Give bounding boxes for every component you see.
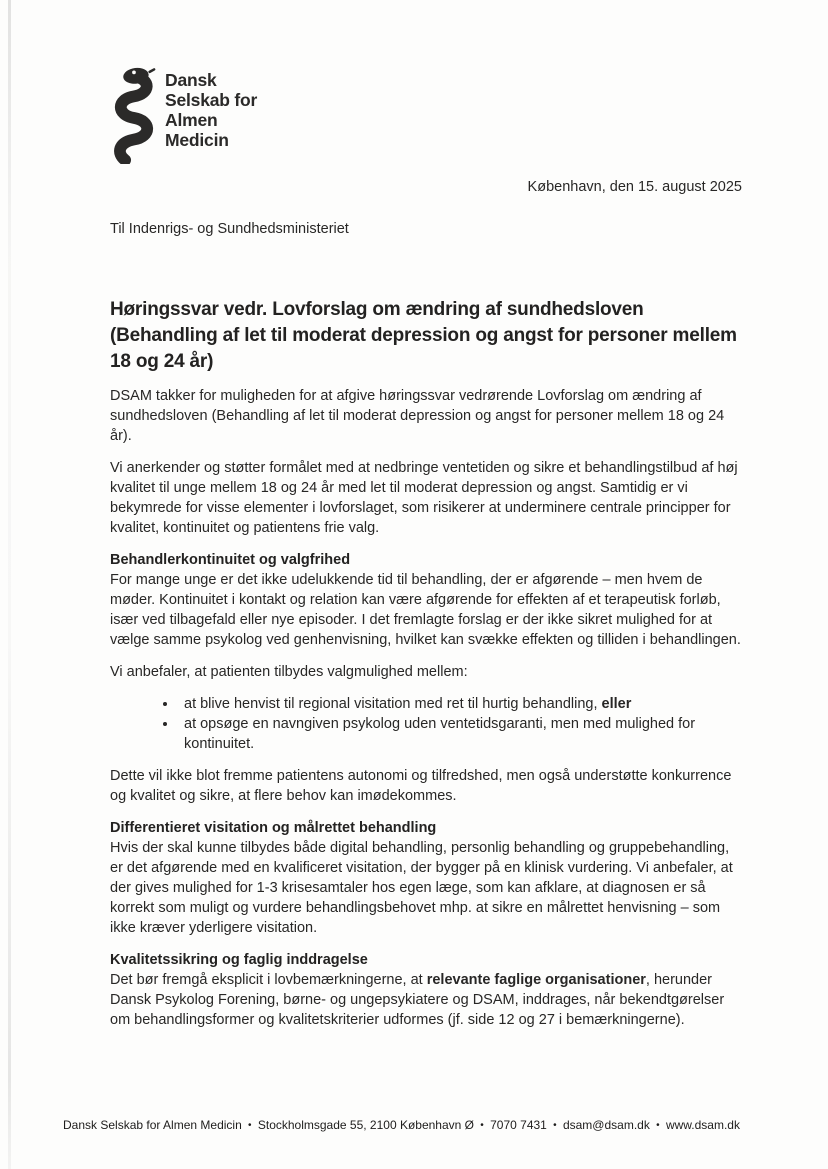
dsam-snake-logo-icon [110, 66, 156, 164]
section-body-behandlerkontinuitet: For mange unge er det ikke udelukkende tid til behandling, der er afgørende – men hvem de møder. Kontinuitet i kontakt og relation kan være afgørende for effekten af et terapeutisk forløb, især ved tilbagefald eller nye episoder. I det fremlagte forslag er der ikke sikret mulighed for at vælge samme psykolog ved genhenvisning, hvilket kan svække effekten og tilliden i behandlingen. [110, 572, 741, 648]
bullet-item [178, 714, 742, 754]
bullet-item [178, 694, 742, 714]
section-heading-kvalitetssikring: Kvalitetssikring og faglig inddragelse [110, 952, 368, 968]
body-text: Det bør fremgå eksplicit i lovbemærkningerne, at [110, 972, 427, 988]
date-line: København, den 15. august 2025 [527, 179, 742, 195]
letter-content [110, 0, 742, 1042]
intro-paragraph-1: DSAM takker for muligheden for at afgive høringssvar vedrørende Lovforslag om ændring af sundhedsloven (Behandling af let til moderat depression og angst for personer mellem 18 og 24 år). [110, 388, 725, 444]
footer-phone: 7070 7431 [490, 1118, 547, 1132]
recommendation-bullet-list [110, 694, 742, 754]
org-name-line: Dansk [165, 70, 217, 90]
bullet-text: at blive henvist til regional visitation med ret til hurtig behandling, [184, 696, 602, 712]
scan-edge-artifact [8, 0, 11, 1169]
footer-website: www.dsam.dk [665, 1118, 740, 1132]
footer-separator-dot: • [248, 1120, 252, 1131]
recommendation-intro: Vi anbefaler, at patienten tilbydes valgmulighed mellem: [110, 664, 468, 680]
body-text: , herunder Dansk Psykolog Forening, børne- og ungepsykiatere og DSAM, inddrages, når bekendtgørelser om behandlingsformer og kvalitetskriterier udformes (jf. side 12 og 27 i bemærkningerne). [110, 972, 725, 1028]
letter-title: Høringssvar vedr. Lovforslag om ændring af sundhedsloven (Behandling af let til moderat depression og angst for personer mellem 18 og 24 år) [110, 299, 737, 372]
addressee-line: Til Indenrigs- og Sundhedsministeriet [110, 221, 349, 237]
footer-separator-dot: • [553, 1120, 557, 1131]
intro-paragraph-2: Vi anerkender og støtter formålet med at nedbringe ventetiden og sikre et behandlingstilbud af høj kvalitet til unge mellem 18 og 24 år med let til moderat depression og angst. Samtidig er vi bekymrede for visse elementer i lovforslaget, som risikerer at underminere centrale principper for kvalitet, kontinuitet og patientens frie valg. [110, 460, 738, 536]
section-heading-behandlerkontinuitet: Behandlerkontinuitet og valgfrihed [110, 552, 351, 568]
section-heading-differentieret-visitation: Differentieret visitation og målrettet behandling [110, 820, 437, 836]
org-name-line: Selskab for [165, 90, 258, 110]
section-closing-paragraph: Dette vil ikke blot fremme patientens autonomi og tilfredshed, men også understøtte konkurrence og kvalitet og sikre, at flere behov kan imødekommes. [110, 768, 732, 804]
org-name [165, 66, 257, 150]
footer-address: Stockholmsgade 55, 2100 København Ø [257, 1118, 474, 1132]
footer-email: dsam@dsam.dk [562, 1118, 650, 1132]
bullet-bold-text: eller [601, 696, 632, 712]
letterhead [110, 66, 742, 164]
org-name-line: Almen [165, 110, 218, 130]
org-name-line: Medicin [165, 130, 229, 150]
bullet-text: at opsøge en navngiven psykolog uden ventetidsgaranti, men med mulighed for kontinuitet. [184, 716, 696, 752]
section-body-differentieret-visitation: Hvis der skal kunne tilbydes både digital behandling, personlig behandling og gruppebehandling, er det afgørende med en kvalificeret visitation, der bygger på en klinisk vurdering. Vi anbefaler, at der gives mulighed for 1-3 krisesamtaler hos egen læge, som kan afklare, at diagnosen er så korrekt som muligt og vurdere behandlingsbehovet mhp. at sikre en målrettet henvisning – som ikke kræver yderligere visitation. [110, 840, 733, 936]
footer-separator-dot: • [480, 1120, 484, 1131]
page-footer [63, 1118, 740, 1133]
footer-separator-dot: • [656, 1120, 660, 1131]
footer-org-name: Dansk Selskab for Almen Medicin [63, 1118, 242, 1132]
body-bold-text: relevante faglige organisationer [426, 972, 646, 988]
section-body-kvalitetssikring [110, 970, 742, 1030]
